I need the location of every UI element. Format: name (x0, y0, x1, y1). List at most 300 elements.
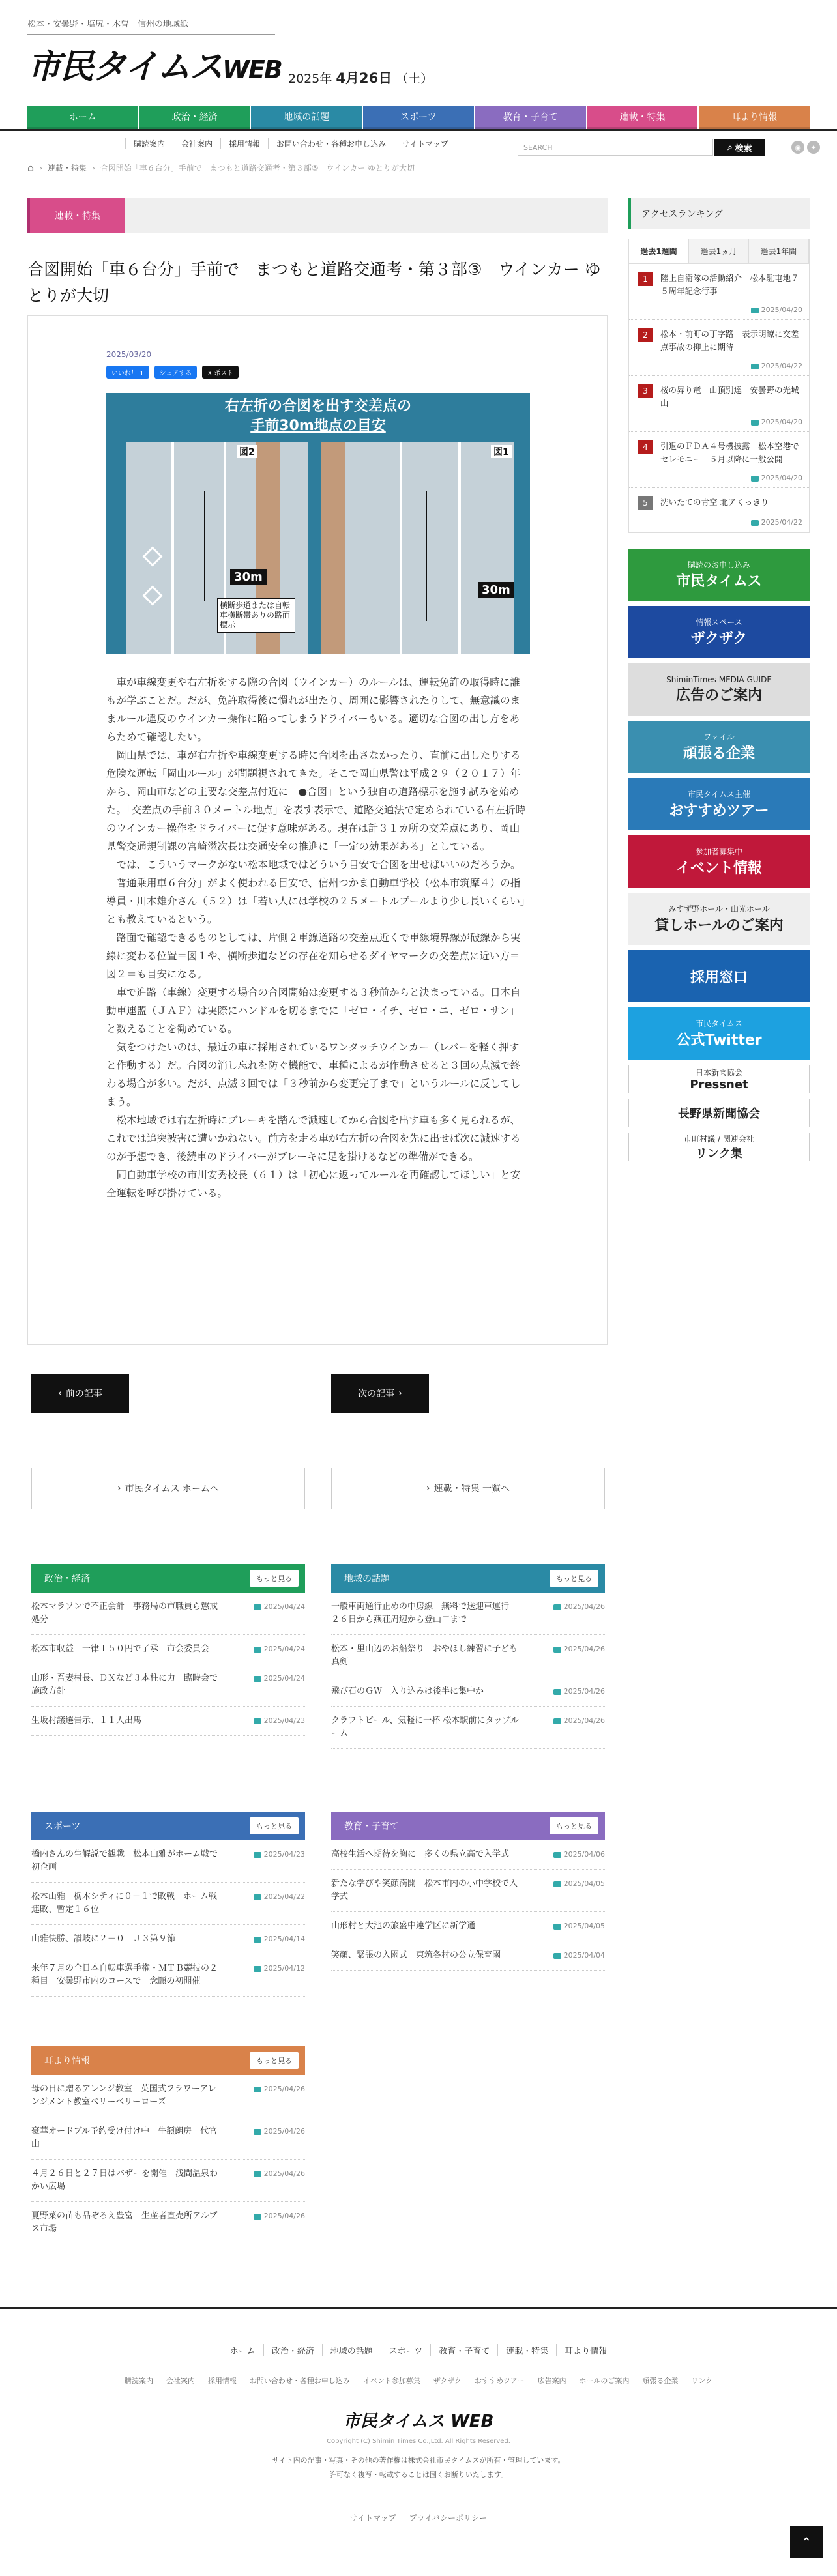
camera-icon (254, 1852, 261, 1858)
rank-title[interactable]: 陸上自衛隊の活動紹介 松本駐屯地７５周年記念行事 (660, 273, 799, 296)
footer-sub-item[interactable]: リンク (691, 2377, 713, 2385)
article-paragraph: 同自動車学校の市川安秀校長（６１）は「初心に返ってルールを再確認してほしい」と安全運転を呼び掛けている。 (106, 1169, 521, 1199)
news-date-text: 2025/04/26 (263, 2085, 305, 2093)
news-row[interactable] (331, 1941, 605, 1971)
news-title[interactable]: 松本・里山辺のお船祭り おやほし練習に子ども真剣 (331, 1644, 518, 1667)
banner-sub: 日本新聞協会 (695, 1068, 742, 1077)
ranking-tab[interactable]: 過去1週間 (629, 239, 689, 263)
gnav-item-3[interactable]: スポーツ (363, 106, 474, 129)
news-title[interactable]: 夏野菜の苗も品ぞろえ豊富 生産者直売所アルプス市場 (31, 2211, 218, 2234)
more-button[interactable]: もっと見る (250, 2052, 299, 2069)
news-row[interactable] (31, 1840, 305, 1883)
subnav-item[interactable]: 購読案内 (125, 138, 173, 149)
news-date (553, 1715, 605, 1741)
camera-icon (254, 2171, 261, 2177)
camera-icon (751, 520, 759, 526)
footer-nav-item[interactable]: スポーツ (381, 2344, 430, 2356)
banner-label: 広告のご案内 (675, 687, 762, 704)
camera-icon (553, 1689, 561, 1695)
sidebar-banner[interactable] (628, 950, 810, 1002)
news-date-text: 2025/04/26 (563, 1716, 605, 1725)
ranking-tab[interactable]: 過去1ヵ月 (689, 239, 749, 263)
banner-sub: 市町村議 / 関連会社 (684, 1134, 754, 1144)
article-text (106, 673, 529, 1202)
sidebar (628, 198, 810, 1161)
article-paragraph: 車が車線変更や右左折をする際の合図（ウインカー）のルールは、運転免許の取得時に誰もが学ぶことだ。だが、免許取得後に慣れが出たり、周囲に影響されたりして、無意識のままルール違反のウインカー操作に陥ってしまうドライバーもいる。適切な合図の出し方をあらためて確認したい。 (106, 676, 521, 743)
article-title: 合図開始「車６台分」手前で まつもと道路交通考・第３部③ ウインカー ゆとりが大切 (27, 260, 601, 305)
news-title[interactable]: 松本市収益 一律１５０円で了承 市会委員会 (31, 1644, 210, 1654)
date-dow: （土） (396, 72, 433, 86)
sidebar-banner[interactable] (628, 1099, 810, 1127)
camera-icon (254, 2087, 261, 2092)
footer-nav-item[interactable]: 耳より情報 (556, 2344, 615, 2356)
banner-label: Pressnet (690, 1078, 748, 1092)
news-title[interactable]: クラフトビール、気軽に一杯 松本駅前にタップルーム (331, 1716, 519, 1739)
rank-number: 4 (638, 440, 653, 454)
news-title[interactable]: 笑顔、緊張の入園式 東筑各村の公立保育園 (331, 1950, 501, 1960)
news-date (553, 1848, 605, 1861)
banner-label: ザクザク (690, 631, 748, 647)
news-date (254, 1890, 305, 1917)
facebook-like-button[interactable]: いいね！ 1 (106, 366, 149, 379)
news-section (331, 1812, 605, 1971)
subnav-item[interactable]: 会社案内 (173, 138, 220, 149)
news-date (254, 1643, 305, 1656)
footer-sub-item[interactable]: 会社案内 (166, 2377, 195, 2385)
ranking-box (628, 239, 810, 533)
home-link[interactable] (31, 1468, 305, 1509)
ranking-item[interactable] (629, 432, 809, 488)
article-paragraph: 路面で確認できるものとしては、片側２車線道路の交差点近くで車線境界線が破線から実線に変わる位置＝図１や、横断歩道などの存在を知らせるダイヤマークの交差点に近い方＝図２＝も目安になる。 (106, 932, 521, 980)
news-row[interactable] (31, 2117, 305, 2160)
footer-nav-item[interactable]: 連載・特集 (497, 2344, 556, 2356)
ranking-row (629, 488, 809, 515)
date-md: 4月26日 (336, 70, 392, 86)
news-date (553, 1685, 605, 1698)
footer-nav-item[interactable]: ホーム (222, 2344, 263, 2356)
section-title: 地域の話題 (344, 1574, 390, 1584)
news-title[interactable]: 飛び石のＧＷ 入り込みは後半に集中か (331, 1686, 484, 1696)
banner-label: イベント情報 (675, 860, 762, 876)
news-date (254, 1962, 305, 1988)
figure-title (106, 393, 530, 439)
news-row[interactable] (331, 1912, 605, 1941)
site-logo[interactable] (27, 39, 282, 88)
news-date-text: 2025/04/26 (563, 1602, 605, 1611)
gnav-item-5[interactable]: 連載・特集 (587, 106, 698, 129)
camera-icon (254, 1966, 261, 1972)
section-title: スポーツ (44, 1821, 81, 1832)
footer-nav (0, 2344, 837, 2356)
news-date-text: 2025/04/24 (263, 1645, 305, 1653)
news-date (553, 1643, 605, 1669)
banner-label: 市民タイムス (676, 573, 762, 590)
news-date-text: 2025/04/24 (263, 1674, 305, 1683)
footer-nav-item[interactable]: 教育・子育て (430, 2344, 497, 2356)
lane-line (458, 442, 461, 654)
ranking-row (629, 432, 809, 471)
section-header (31, 1564, 305, 1593)
footer-sub-item[interactable]: 購読案内 (124, 2377, 153, 2385)
more-button[interactable]: もっと見る (250, 1817, 299, 1834)
news-date (254, 2125, 305, 2151)
footer-sub-item[interactable]: 採用情報 (207, 2377, 237, 2385)
banner-sub: 情報スペース (696, 618, 742, 627)
camera-icon (751, 420, 759, 426)
news-date-text: 2025/04/23 (263, 1716, 305, 1725)
sidebar-banner[interactable] (628, 778, 810, 830)
ranking-item[interactable] (629, 264, 809, 320)
rank-number: 2 (638, 328, 653, 342)
back-to-top-button[interactable] (790, 2526, 823, 2558)
site-footer (0, 2307, 837, 2576)
news-date-text: 2025/04/24 (263, 1602, 305, 1611)
curb-right (321, 442, 345, 654)
tagline: 松本・安曇野・塩尻・木曽 信州の地域紙 (27, 20, 189, 29)
gnav-item-0[interactable]: ホーム (27, 106, 138, 129)
footer-links (0, 2512, 837, 2523)
news-date (254, 2083, 305, 2109)
rank-number: 3 (638, 384, 653, 398)
article-paragraph: 松本地域では右左折時にブレーキを踏んで減速してから合図を出す車も多く見られるが、これでは追突被害に遭いかねない。前方を走る車が右左折の合図を先に出せば次に減速するのが予想でき、後続車のドライバーがブレーキに足を掛けるなどの準備ができる。 (106, 1114, 521, 1163)
distance-label: 30m (230, 569, 267, 585)
camera-icon (254, 1937, 261, 1943)
date-year: 2025年 (288, 72, 332, 86)
gnav-item-4[interactable]: 教育・子育て (475, 106, 586, 129)
footer-sub-item[interactable]: ザクザク (433, 2377, 462, 2385)
camera-icon (751, 476, 759, 482)
banner-label: リンク集 (696, 1146, 742, 1161)
news-date (553, 1949, 605, 1962)
breadcrumb-category[interactable]: 連載・特集 (47, 164, 87, 173)
global-nav (27, 106, 810, 129)
news-row[interactable] (31, 2202, 305, 2244)
camera-icon (751, 364, 759, 369)
article-figure (106, 393, 530, 654)
news-date (553, 1877, 605, 1903)
footer-sub-item[interactable]: お問い合わせ・各種お申し込み (249, 2377, 350, 2385)
gnav-item-2[interactable]: 地域の話題 (251, 106, 362, 129)
news-date (254, 1848, 305, 1874)
next-article-button[interactable] (331, 1374, 429, 1413)
share-bar (106, 366, 529, 379)
news-date-text: 2025/04/26 (563, 1687, 605, 1696)
prev-label: 前の記事 (65, 1389, 102, 1399)
news-title[interactable]: 一般車両通行止めの中房線 無料で送迎車運行 ２６日から燕荘周辺から登山口まで (331, 1602, 518, 1625)
news-date-text: 2025/04/23 (263, 1850, 305, 1859)
footer-nav-item[interactable]: 地域の話題 (322, 2344, 381, 2356)
news-title[interactable]: 山形・吾妻村長、ＤＸなど３本柱に力 臨時会で施政方針 (31, 1673, 218, 1696)
figure-note: 横断歩道または自転車横断帯ありの路面標示 (217, 598, 295, 633)
rank-date (629, 362, 809, 375)
news-row[interactable] (31, 1707, 305, 1736)
ranking-item[interactable] (629, 320, 809, 376)
news-date (254, 2167, 305, 2193)
article-date: 2025/03/20 (106, 350, 152, 359)
news-date (254, 2210, 305, 2236)
banner-label: 公式Twitter (676, 1032, 762, 1049)
news-row[interactable] (31, 2075, 305, 2117)
news-date (254, 1933, 305, 1946)
camera-icon (254, 1604, 261, 1610)
news-date (553, 1920, 605, 1933)
camera-icon (254, 1718, 261, 1724)
news-row[interactable] (31, 1925, 305, 1954)
figure-title-line1: 右左折の合図を出す交差点の (224, 398, 411, 414)
banner-sub: ShiminTimes MEDIA GUIDE (666, 674, 772, 684)
banner-label: 採用窓口 (690, 969, 748, 986)
rank-date (629, 474, 809, 487)
news-title[interactable]: 生坂村議選告示、１１人出馬 (31, 1716, 142, 1726)
ranking-row (629, 264, 809, 303)
news-row[interactable] (31, 2160, 305, 2202)
home-icon[interactable]: ⌂ (27, 162, 35, 174)
subnav-item[interactable]: 採用情報 (220, 138, 268, 149)
news-row[interactable] (331, 1635, 605, 1677)
news-title[interactable]: 高校生活へ期待を胸に 多くの県立高で入学式 (331, 1849, 510, 1859)
sidebar-banner[interactable] (628, 1133, 810, 1161)
home-link-label: 市民タイムス ホームへ (125, 1484, 219, 1494)
news-date-text: 2025/04/05 (563, 1879, 605, 1888)
news-row[interactable] (31, 1635, 305, 1664)
camera-icon (553, 1604, 561, 1610)
news-section (331, 1564, 605, 1749)
tagline-rule (27, 34, 275, 35)
chevron-left-icon: ‹ (58, 1388, 62, 1398)
rank-date (629, 518, 809, 532)
footer-sub-item[interactable]: 広告案内 (537, 2377, 566, 2385)
distance-arrow (204, 491, 205, 601)
chevron-right-icon: › (398, 1388, 402, 1398)
article-paragraph: 車で進路（車線）変更する場合の合図開始は変更する３秒前からと決まっている。日本自動車連盟（ＪＡＦ）は実際にハンドルを切るまでに「ゼロ・イチ、ゼロ・ニ、ゼロ・サン」と数えることを勧めている。 (106, 987, 521, 1035)
footer-sub-item[interactable]: イベント参加募集 (362, 2377, 420, 2385)
subnav-item[interactable]: サイトマップ (394, 138, 456, 149)
rank-date-text: 2025/04/22 (761, 518, 802, 527)
banner-label: 長野県新聞協会 (678, 1107, 760, 1121)
copyright: Copyright (C) Shimin Times Co.,Ltd. All Rights Reserved. (327, 2438, 510, 2445)
news-date-text: 2025/04/12 (263, 1964, 305, 1973)
banner-sub: 購読のお申し込み (687, 560, 750, 570)
news-row[interactable] (31, 1883, 305, 1925)
news-date-text: 2025/04/22 (263, 1892, 305, 1901)
camera-icon (553, 1647, 561, 1653)
next-label: 次の記事 (358, 1389, 395, 1399)
search-button[interactable] (714, 139, 765, 156)
news-date-text: 2025/04/06 (563, 1850, 605, 1859)
x-post-button[interactable]: X ポスト (202, 366, 239, 379)
footer-link[interactable]: サイトマップ (349, 2513, 396, 2523)
footer-logo[interactable]: 市民タイムス WEB (343, 2412, 494, 2431)
article-paragraph: では、こういうマークがない松本地域ではどういう目安で合図を出せばいいのだろうか。「普通乗用車６台分」がよく使われる目安で、信州つかま自動車学校（松本市筑摩４）の指導員・川本雄介さん（５２）は「若い人には学校の２５メートルプールより少し長いくらい」とも教えているという。 (106, 859, 525, 925)
figure-title-line2: 手前30m地点の目安 (250, 418, 386, 434)
news-row[interactable] (331, 1707, 605, 1749)
rank-number: 1 (638, 272, 653, 286)
ranking-tabs (629, 239, 809, 264)
news-title[interactable]: 新たな学びや笑顔満開 松本市内の小中学校で入学式 (331, 1879, 518, 1902)
chevron-right-icon: › (117, 1483, 121, 1494)
camera-icon (553, 1718, 561, 1724)
more-button[interactable]: もっと見る (550, 1817, 598, 1834)
camera-icon (553, 1953, 561, 1959)
rank-title[interactable]: 桜の昇り竜 山頂別達 安曇野の光城山 (660, 385, 799, 408)
ranking-item[interactable] (629, 376, 809, 432)
news-title[interactable]: 橋内さんの生解説で観戦 松本山雅がホーム戦で初企画 (31, 1849, 218, 1872)
news-date (254, 1715, 305, 1728)
news-row[interactable] (331, 1593, 605, 1635)
section-header (331, 1564, 605, 1593)
lane-line (400, 442, 402, 654)
news-date (553, 1600, 605, 1627)
news-title[interactable]: 松本山雅 栃木シティに０－１で敗戦 ホーム戦連敗、暫定１６位 (31, 1892, 217, 1915)
section-title: 政治・経済 (44, 1574, 90, 1584)
banner-sub: 市民タイムス主催 (688, 790, 750, 799)
ranking-item[interactable] (629, 488, 809, 532)
news-row[interactable] (31, 1664, 305, 1707)
rank-title[interactable]: 洗いたての青空 北アくっきり (660, 497, 769, 507)
breadcrumb: ⌂ › 連載・特集 › 合図開始「車６台分」手前で まつもと道路交通考・第３部③ ウインカー ゆとりが大切 (27, 162, 415, 174)
search-icon: ⌕ (727, 142, 733, 152)
news-date-text: 2025/04/04 (563, 1951, 605, 1960)
banner-sub: みすず野ホール・山光ホール (668, 904, 770, 914)
footer-sub-item[interactable]: 頑張る企業 (642, 2377, 679, 2385)
news-title[interactable]: 来年７月の全日本自転車選手権・ＭＴＢ競技の２種目 安曇野市内のコースで 念願の初開催 (31, 1963, 218, 1986)
logo-text: 市民タイムス (27, 48, 222, 87)
distance-label: 30m (478, 582, 514, 598)
sidebar-banner[interactable] (628, 1065, 810, 1093)
ranking-row (629, 320, 809, 359)
ranking-header: アクセスランキング (628, 198, 810, 229)
footer-note-1: サイト内の記事・写真・その他の著作権は株式会社市民タイムスが所有・管理しています。 (272, 2456, 565, 2465)
article-paragraph: 岡山県では、車が右左折や車線変更する時に合図を出さなかったり、直前に出したりする危険な運転「岡山ルール」が問題視されてきた。そこで岡山県警は平成２９（２０１７）年から、岡山市などの主要な交差点付近に「●合図」という独自の道路標示を施す試みを始めた。「交差点の手前３０メートル地点」を表す表示で、道路交通法で定められている右左折時のウインカー操作をドライバーに促す意味がある。現在は計３１カ所の交差点にあり、岡山県警交通規制課の宮崎滋次長は交通安全の推進に「一定の効果がある」としている。 (106, 749, 525, 852)
rank-date (629, 418, 809, 431)
main-content (27, 198, 608, 1345)
section-header (331, 1812, 605, 1840)
section-header (31, 2046, 305, 2075)
news-title[interactable]: ４月２６日と２７日はバザーを開催 浅間温泉わかい広場 (31, 2169, 218, 2192)
news-row[interactable] (331, 1677, 605, 1707)
sidebar-banner[interactable] (628, 835, 810, 888)
news-row[interactable] (331, 1870, 605, 1912)
nav-divider (0, 129, 837, 131)
banner-label: 頑張る企業 (683, 745, 755, 762)
section-title: 教育・子育て (344, 1821, 399, 1832)
rank-title[interactable]: 松本・前町の丁字路 表示明瞭に交差点事故の抑止に期待 (660, 329, 799, 352)
banner-sub: 参加者募集中 (695, 847, 742, 856)
ranking-tab[interactable]: 過去1年間 (749, 239, 809, 263)
banner-label: 貸しホールのご案内 (654, 918, 784, 934)
gnav-item-6[interactable]: 耳より情報 (699, 106, 810, 129)
sidebar-banner[interactable] (628, 721, 810, 773)
subnav-item[interactable]: お問い合わせ・各種お申し込み (268, 138, 394, 149)
site-header (27, 0, 810, 104)
news-title[interactable]: 山雅快勝、讃岐に２－０ Ｊ３第９節 (31, 1934, 176, 1944)
ranking-row (629, 376, 809, 415)
camera-icon (254, 1894, 261, 1900)
camera-icon (254, 1676, 261, 1682)
camera-icon (751, 308, 759, 313)
news-date (254, 1672, 305, 1698)
news-date-text: 2025/04/26 (263, 2212, 305, 2220)
banner-sub: 市民タイムス (696, 1019, 742, 1028)
category-label: 連載・特集 (27, 198, 125, 233)
rank-date-text: 2025/04/20 (761, 474, 802, 482)
news-row[interactable] (31, 1954, 305, 1997)
prev-article-button[interactable] (31, 1374, 129, 1413)
category-list-link[interactable] (331, 1468, 605, 1509)
breadcrumb-current: 合図開始「車６台分」手前で まつもと道路交通考・第３部③ ウインカー ゆとりが大切 (100, 164, 415, 173)
footer-sub-item[interactable]: おすすめツアー (475, 2377, 525, 2385)
logo-web: WEB (222, 55, 282, 84)
sidebar-banner[interactable] (628, 549, 810, 601)
sidebar-banner[interactable] (628, 663, 810, 716)
footer-link[interactable]: プライバシーポリシー (409, 2513, 488, 2523)
search-button-label: 検索 (735, 143, 752, 154)
news-title[interactable]: 豪華オードブル予約受け付け中 牛額朗房 代官山 (31, 2126, 218, 2149)
search-input[interactable]: SEARCH (518, 139, 713, 156)
rank-date (629, 306, 809, 319)
header-date (288, 68, 433, 87)
sidebar-banner[interactable] (628, 893, 810, 945)
news-date-text: 2025/04/26 (263, 2127, 305, 2135)
news-section (31, 1564, 305, 1736)
news-date-text: 2025/04/26 (563, 1645, 605, 1653)
news-row[interactable] (331, 1840, 605, 1870)
news-date-text: 2025/04/26 (263, 2169, 305, 2178)
rank-date-text: 2025/04/20 (761, 418, 802, 426)
road-right (345, 442, 514, 654)
camera-icon (553, 1881, 561, 1887)
news-date-text: 2025/04/14 (263, 1935, 305, 1943)
news-date (254, 1600, 305, 1627)
news-title[interactable]: 松本マラソンで不正会計 事務局の市職員ら懲戒処分 (31, 1602, 218, 1625)
rss-icon[interactable]: ◉ (791, 141, 804, 154)
banner-label: おすすめツアー (669, 803, 769, 819)
footer-sub-item[interactable]: ホールのご案内 (579, 2377, 630, 2385)
figure-num-1: 図1 (491, 445, 512, 458)
section-title: 耳より情報 (44, 2056, 90, 2066)
sidebar-banner[interactable] (628, 606, 810, 658)
footer-note-2: 許可なく複写・転載することは固くお断りいたします。 (329, 2470, 508, 2479)
news-title[interactable]: 母の日に贈るアレンジ教室 英国式フラワーアレンジメント教室ベリーベリーローズ (31, 2084, 216, 2107)
camera-icon (254, 1647, 261, 1653)
chevron-up-icon: ⌃ (800, 2534, 812, 2550)
news-title[interactable]: 山形村と大池の旅盛中連学区に新学通 (331, 1921, 476, 1931)
category-list-label: 連載・特集 一覧へ (433, 1484, 510, 1494)
article-body (27, 315, 608, 1345)
camera-icon (254, 2214, 261, 2220)
distance-arrow (426, 491, 427, 621)
news-section (31, 1812, 305, 1997)
article-paragraph: 気をつけたいのは、最近の車に採用されているワンタッチウインカー（レバーを軽く押すと作動する）だ。合図の消し忘れを防ぐ機能で、車種によるが作動させると３回の点滅で終わる場合が多い。だが、点滅３回では「３秒前から変更完了まで」というルールに反してしまう。 (106, 1041, 521, 1108)
facebook-share-button[interactable]: シェアする (154, 366, 198, 379)
more-button[interactable]: もっと見る (250, 1570, 299, 1587)
camera-icon (254, 2129, 261, 2135)
news-row[interactable] (31, 1593, 305, 1635)
more-button[interactable]: もっと見る (550, 1570, 598, 1587)
twitter-icon[interactable]: ✦ (807, 141, 820, 154)
news-date-text: 2025/04/05 (563, 1922, 605, 1930)
sidebar-banner[interactable] (628, 1007, 810, 1060)
rank-title[interactable]: 引退のＦＤＡ４号機披露 松本空港でセレモニー ５月以降に一般公開 (660, 441, 799, 464)
camera-icon (553, 1852, 561, 1858)
section-header (31, 1812, 305, 1840)
footer-nav-item[interactable]: 政治・経済 (263, 2344, 322, 2356)
rank-date-text: 2025/04/22 (761, 362, 802, 370)
gnav-item-1[interactable]: 政治・経済 (140, 106, 250, 129)
chevron-right-icon: › (426, 1483, 430, 1494)
lane-line (171, 442, 174, 654)
footer-subnav (0, 2375, 837, 2386)
